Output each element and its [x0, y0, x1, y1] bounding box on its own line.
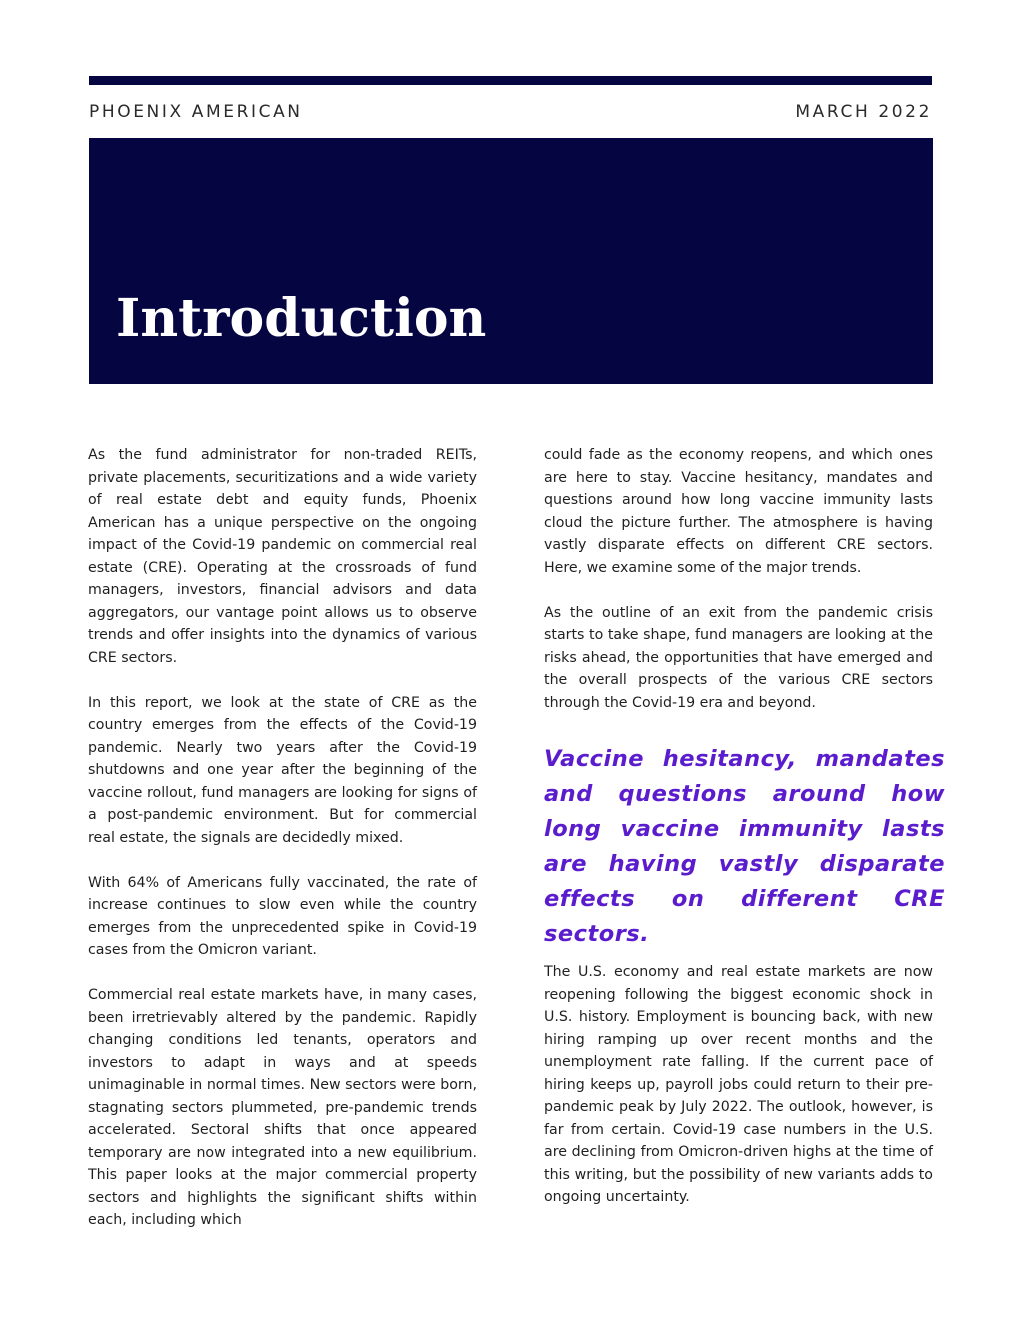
paragraph: As the fund administrator for non-traded REITs, private placements, securitizations and a wide variety of real estate debt and equity funds, Phoenix American has a unique perspective on the ongoing impact of the Covid-19 pandemic on commercial real estate (CRE). Operating at the crossroads of fund managers, investors, financial advisors and data aggregators, our vantage point allows us to observe trends and offer insights into the dynamics of various CRE sectors.: [88, 447, 477, 666]
paragraph: In this report, we look at the state of CRE as the country emerges from the effects of the Covid-19 pandemic. Nearly two years after the Covid-19 shutdowns and one year after the beginning of the vaccine rollout, fund managers are looking for signs of a post-pandemic environment. But for commercial real estate, the signals are decidedly mixed.: [88, 694, 477, 846]
paragraph: The U.S. economy and real estate markets are now reopening following the biggest economic shock in U.S. history. Employment is bouncing back, with new hiring ramping up over recent months and the unemployment rate falling. If the current pace of hiring keeps up, payroll jobs could return to their pre-pandemic peak by July 2022. The outlook, however, is far from certain. Covid-19 case numbers in the U.S. are declining from Omicron-driven highs at the time of this writing, but the possibility of new variants adds to ongoing uncertainty.: [544, 964, 933, 1205]
pull-quote: Vaccine hesitancy, mandates and questions around how long vaccine immunity lasts are having vastly disparate effects on different CRE sectors.: [544, 746, 945, 947]
paragraph: Commercial real estate markets have, in many cases, been irretrievably altered by the pandemic. Rapidly changing conditions led tenants, operators and investors to adapt in ways and at speeds unimaginable in normal times. New sectors were born, stagnating sectors plummeted, pre-pandemic trends accelerated. Sectoral shifts that once appeared temporary are now integrated into a new equilibrium. This paper looks at the major commercial property sectors and highlights the significant shifts within each, including which: [88, 987, 477, 1228]
top-rule: [89, 76, 932, 85]
company-name: PHOENIX AMERICAN: [89, 102, 303, 122]
right-column-lower: [544, 961, 933, 1231]
hero-banner: [89, 138, 933, 384]
right-column: [544, 444, 933, 737]
left-column: [88, 444, 477, 1254]
report-date: MARCH 2022: [795, 102, 932, 122]
paragraph: As the outline of an exit from the pandemic crisis starts to take shape, fund managers are looking at the risks ahead, the opportunities that have emerged and the overall prospects of the various CRE sectors through the Covid-19 era and beyond.: [544, 604, 933, 711]
paragraph: could fade as the economy reopens, and which ones are here to stay. Vaccine hesitancy, mandates and questions around how long vaccine immunity lasts cloud the picture further. The atmosphere is having vastly disparate effects on different CRE sectors. Here, we examine some of the major trends.: [544, 447, 933, 576]
paragraph: With 64% of Americans fully vaccinated, the rate of increase continues to slow even while the country emerges from the unprecedented spike in Covid-19 cases from the Omicron variant.: [88, 874, 477, 958]
page-title: Introduction: [116, 288, 487, 349]
